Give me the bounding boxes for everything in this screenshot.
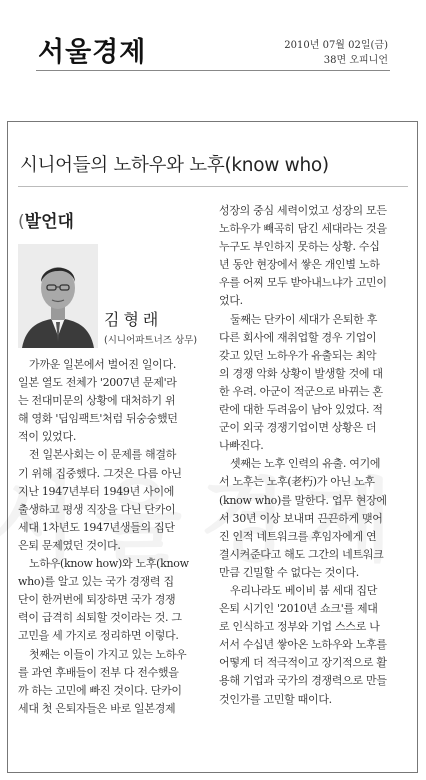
body-line: 진 인적 네트워크를 후임자에게 연 [219, 529, 377, 543]
body-line: 셋째는 노후 인력의 유출. 여기에 [230, 457, 381, 471]
body-line: 성장의 중심 세력이었고 성장의 모든 [219, 204, 387, 217]
body-line: 일본 열도 전체가 '2007년 문제'라 [18, 376, 177, 390]
body-line: (know who)를 말한다. 업무 현장에 [219, 493, 387, 507]
masthead-rule [36, 70, 390, 71]
author-name: 김형래 [104, 310, 163, 329]
body-line: 었다. [219, 294, 243, 308]
author-portrait-icon [18, 244, 98, 348]
title-divider [18, 186, 408, 187]
body-line: 력이 급격히 쇠퇴할 것이라는 것. 그 [18, 611, 182, 625]
column-name [18, 207, 74, 232]
body-line: 년 동안 현장에서 쌓은 개인별 노하 [219, 258, 380, 272]
bracket-mark-icon: ( [18, 212, 25, 232]
body-line: 전 일본사회는 이 문제를 해결하 [29, 448, 177, 462]
body-line: 은퇴 시기인 '2010년 쇼크'를 제대 [219, 602, 378, 616]
body-line: 만큼 긴밀할 수 없다는 것이다. [219, 565, 359, 579]
body-line: 는 전대미문의 상황에 대처하기 위 [18, 394, 176, 408]
body-line: 단이 한꺼번에 퇴장하면 국가 경쟁 [18, 593, 176, 607]
page-section: 38면 오피니언 [323, 55, 388, 66]
body-line: 란에 대한 두려움이 남아 있었다. 적 [219, 403, 383, 417]
body-line: 것인가를 고민할 때이다. [219, 692, 332, 706]
body-line: 의 경쟁 악화 상황이 발생할 것에 대 [219, 366, 383, 380]
body-line: 기 위해 집중했다. 그것은 다름 아닌 [18, 466, 182, 480]
body-line: 우리나라도 베이비 붐 세대 집단 [230, 583, 378, 597]
author-photo [18, 244, 98, 348]
body-line: 고민을 세 가지로 정리하면 이렇다. [18, 629, 179, 643]
body-line: 세대 1차년도 1947년생들의 집단 [18, 520, 175, 534]
body-line: who)를 알고 있는 국가 경쟁력 집 [18, 575, 174, 589]
body-line: 한 우려. 아군이 적군으로 바뀌는 혼 [219, 384, 383, 398]
body-line: 둘째는 단카이 세대가 은퇴한 후 [230, 312, 378, 326]
body-line: 출생하고 평생 직장을 다닌 단카이 [18, 502, 176, 516]
body-line: 서서 수십년 쌓아온 노하우와 노후를 [219, 638, 387, 652]
body-line: 은퇴 문제였던 것이다. [18, 538, 121, 552]
article-body-right-column [219, 202, 407, 709]
body-line: 로 인식하고 정부와 기업 스스로 나 [219, 620, 380, 634]
body-line: 갖고 있던 노하우가 유출되는 최악 [219, 348, 377, 362]
publication-date: 2010년 07월 02일(금) [284, 40, 388, 51]
body-line: 노하우(know how)와 노후(know [29, 557, 189, 571]
body-line: 세대 첫 은퇴자들은 바로 일본경제 [18, 701, 176, 715]
body-line: 다른 회사에 재취업할 경우 기업이 [219, 330, 377, 344]
body-line: 군이 외국 경쟁기업이면 상황은 더 [219, 421, 377, 435]
body-line: 누구도 부인하지 못하는 상황. 수십 [219, 240, 380, 254]
body-line: 서 30년 이상 보내며 끈끈하게 맺어 [219, 511, 383, 525]
body-line: 해 영화 '딥임팩트'처럼 뒤숭숭했던 [18, 412, 178, 426]
body-line: 서 노후는 노후(老朽)가 아닌 노후 [219, 475, 375, 489]
dateline [284, 38, 388, 68]
article-body-left-column [18, 356, 208, 718]
article-title: 시니어들의 노하우와 노후(know who) [20, 155, 329, 176]
column-name-label: 발언대 [24, 212, 74, 232]
body-line: 적이 있었다. [18, 430, 77, 444]
body-line: 나빠진다. [219, 439, 264, 453]
body-line: 를 과연 후배들이 전부 다 전수했을 [18, 665, 179, 679]
body-line: 어떻게 더 적극적이고 장기적으로 활 [219, 656, 387, 670]
body-line: 까 하는 고민에 빠진 것이다. 단카이 [18, 683, 182, 697]
newspaper-logo: 서울경제 [38, 37, 147, 68]
body-line: 결시켜준다고 해도 그간의 네트워크 [219, 547, 384, 561]
body-line: 첫째는 이들이 가지고 있는 노하우 [29, 647, 187, 661]
body-line: 지난 1947년부터 1949년 사이에 [18, 484, 175, 498]
author-title: (시니어파트너즈 상무) [104, 335, 198, 346]
body-line: 우를 어찌 모두 받아내느냐가 고민이 [219, 276, 387, 290]
body-line: 가까운 일본에서 벌어진 일이다. [29, 358, 177, 371]
body-line: 용해 기업과 국가의 경쟁력으로 만들 [219, 674, 387, 688]
body-line: 노하우가 빼곡히 담긴 세대라는 것을 [219, 222, 387, 236]
newspaper-masthead [0, 0, 426, 118]
